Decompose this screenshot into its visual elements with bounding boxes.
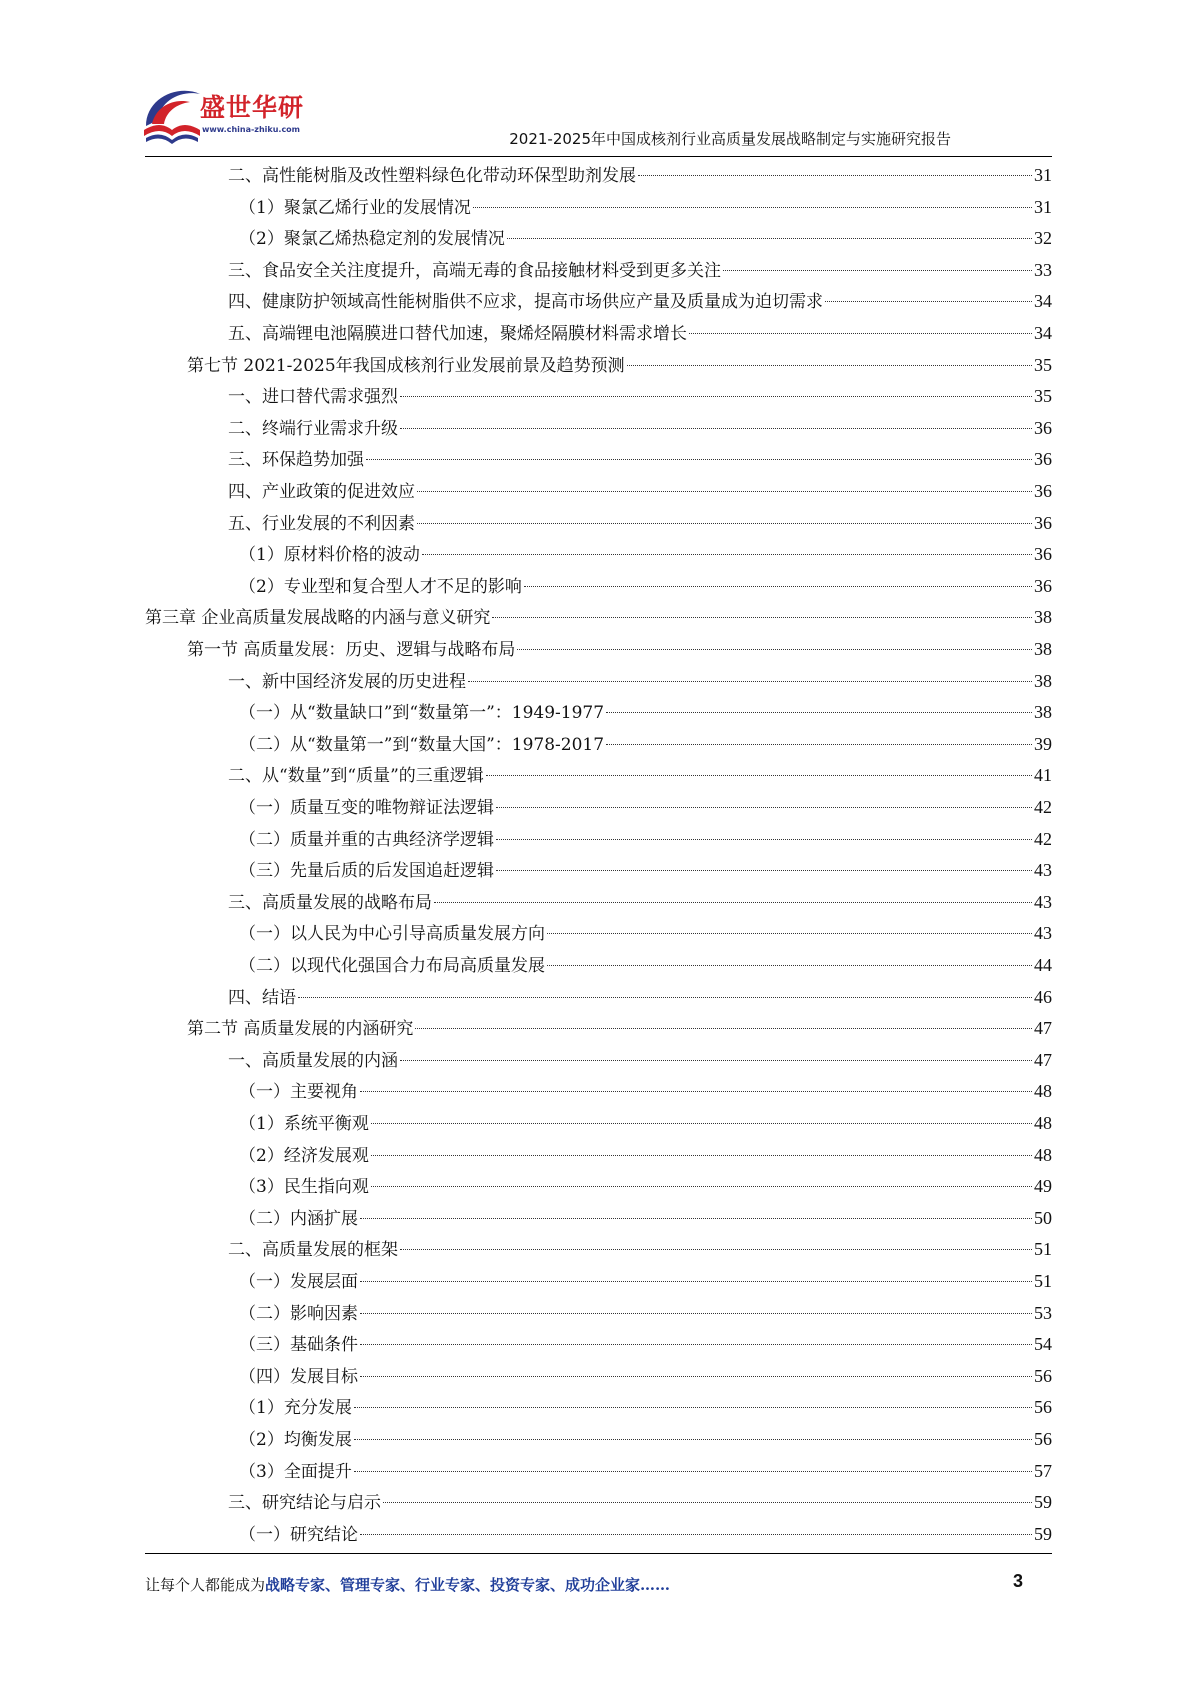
toc-leader-dots	[360, 1534, 1032, 1535]
toc-entry-page: 54	[1034, 1334, 1052, 1355]
toc-entry-page: 59	[1034, 1523, 1052, 1544]
toc-leader-dots	[400, 1060, 1032, 1061]
toc-entry-page: 48	[1034, 1144, 1052, 1165]
toc-entry-label: （四）发展目标	[239, 1366, 358, 1387]
toc-entry[interactable]	[239, 1361, 1052, 1392]
toc-entry[interactable]	[239, 918, 1052, 949]
toc-leader-dots	[723, 270, 1032, 271]
toc-entry-label: （一）从“数量缺口”到“数量第一”：1949-1977	[239, 703, 605, 724]
toc-entry[interactable]	[239, 1266, 1052, 1297]
toc-entry[interactable]	[239, 192, 1052, 223]
toc-leader-dots	[360, 1344, 1032, 1345]
toc-leader-dots	[547, 965, 1032, 966]
toc-entry-page: 38	[1034, 607, 1052, 628]
toc-entry[interactable]	[228, 982, 1052, 1013]
toc-entry-label: 一、高质量发展的内涵	[228, 1050, 398, 1071]
toc-entry-label: （一）研究结论	[239, 1524, 358, 1545]
toc-entry-label: （三）先量后质的后发国追赶逻辑	[239, 861, 494, 882]
toc-entry[interactable]	[228, 160, 1052, 191]
logo-emblem-icon	[138, 80, 208, 150]
toc-entry[interactable]	[228, 508, 1052, 539]
toc-entry[interactable]	[239, 950, 1052, 981]
toc-entry-label: 三、环保趋势加强	[228, 450, 364, 471]
toc-entry-page: 38	[1034, 702, 1052, 723]
toc-leader-dots	[627, 365, 1032, 366]
toc-entry-label: 一、新中国经济发展的历史进程	[228, 671, 466, 692]
toc-entry[interactable]	[228, 381, 1052, 412]
toc-entry[interactable]	[228, 1487, 1052, 1518]
toc-entry-page: 44	[1034, 955, 1052, 975]
toc-entry-page: 50	[1034, 1207, 1052, 1228]
toc-leader-dots	[496, 807, 1032, 808]
toc-leader-dots	[638, 175, 1032, 176]
toc-leader-dots	[417, 491, 1032, 492]
toc-entry-label: 第一节 高质量发展：历史、逻辑与战略布局	[187, 640, 516, 660]
toc-entry-page: 43	[1034, 923, 1052, 944]
toc-leader-dots	[400, 396, 1032, 397]
toc-leader-dots	[517, 649, 1032, 650]
toc-leader-dots	[400, 428, 1032, 429]
toc-entry-label: （二）内涵扩展	[239, 1208, 358, 1229]
toc-entry-page: 36	[1034, 481, 1052, 501]
footer-slogan	[145, 1574, 670, 1595]
footer-divider	[145, 1553, 1052, 1554]
toc-entry[interactable]	[239, 1329, 1052, 1360]
toc-entry-page: 31	[1034, 165, 1052, 185]
report-title: 2021-2025年中国成核剂行业高质量发展战略制定与实施研究报告	[509, 130, 951, 148]
toc-entry-label: （一）主要视角	[239, 1082, 358, 1103]
toc-entry-label: （一）质量互变的唯物辩证法逻辑	[239, 798, 494, 818]
toc-entry-label: 一、进口替代需求强烈	[228, 387, 398, 408]
toc-leader-dots	[417, 523, 1032, 524]
toc-leader-dots	[360, 1091, 1032, 1092]
toc-entry-label: （二）以现代化强国合力布局高质量发展	[239, 956, 545, 976]
toc-entry[interactable]	[239, 855, 1052, 886]
toc-leader-dots	[422, 554, 1032, 555]
toc-entry-page: 32	[1034, 228, 1052, 249]
toc-entry-page: 36	[1034, 544, 1052, 565]
toc-leader-dots	[366, 459, 1032, 460]
toc-entry-label: 第七节 2021-2025年我国成核剂行业发展前景及趋势预测	[187, 355, 625, 376]
toc-leader-dots	[547, 933, 1032, 934]
toc-entry-label: 四、产业政策的促进效应	[228, 482, 415, 502]
toc-entry-label: （3）民生指向观	[239, 1177, 369, 1198]
toc-entry-page: 49	[1034, 1176, 1052, 1197]
toc-entry[interactable]	[239, 1298, 1052, 1329]
toc-entry-page: 35	[1034, 386, 1052, 407]
toc-leader-dots	[689, 333, 1032, 334]
toc-entry[interactable]	[228, 286, 1052, 317]
logo-url: www.china-zhiku.com	[202, 125, 301, 134]
toc-entry-label: 五、行业发展的不利因素	[228, 513, 415, 534]
toc-entry-label: （2）经济发展观	[239, 1145, 369, 1166]
toc-leader-dots	[371, 1186, 1032, 1187]
toc-entry[interactable]	[239, 697, 1052, 728]
toc-entry[interactable]	[228, 887, 1052, 918]
toc-leader-dots	[507, 238, 1032, 239]
toc-entry-page: 36	[1034, 417, 1052, 438]
page-number: 3	[1012, 1571, 1023, 1591]
toc-entry[interactable]	[239, 1519, 1052, 1550]
toc-entry-label: 二、终端行业需求升级	[228, 418, 398, 439]
toc-entry[interactable]	[145, 602, 1052, 633]
toc-entry[interactable]	[228, 255, 1052, 286]
toc-entry-page: 47	[1034, 1049, 1052, 1070]
toc-leader-dots	[606, 744, 1032, 745]
toc-leader-dots	[606, 712, 1032, 713]
toc-entry-label: （二）从“数量第一”到“数量大国”：1978-2017	[239, 734, 605, 755]
toc-leader-dots	[400, 1249, 1032, 1250]
slogan-highlight: 战略专家、管理专家、行业专家、投资专家、成功企业家……	[265, 1576, 671, 1594]
toc-entry-page: 57	[1034, 1460, 1052, 1481]
slogan-prefix: 让每个人都能成为	[145, 1576, 266, 1594]
toc-leader-dots	[360, 1281, 1032, 1282]
toc-entry-page: 53	[1034, 1302, 1052, 1323]
toc-entry-label: （二）质量并重的古典经济学逻辑	[239, 829, 494, 850]
toc-entry-label: 二、高性能树脂及改性塑料绿色化带动环保型助剂发展	[228, 166, 636, 186]
toc-entry[interactable]	[239, 1108, 1052, 1139]
toc-entry-page: 43	[1034, 860, 1052, 881]
toc-entry-page: 31	[1034, 196, 1052, 217]
toc-entry-label: （2）聚氯乙烯热稳定剂的发展情况	[239, 229, 505, 250]
toc-leader-dots	[371, 1155, 1032, 1156]
toc-entry-label: 三、研究结论与启示	[228, 1493, 381, 1514]
toc-entry-label: （一）发展层面	[239, 1272, 358, 1292]
toc-entry-label: 第二节 高质量发展的内涵研究	[187, 1019, 414, 1040]
toc-entry-page: 42	[1034, 797, 1052, 817]
toc-entry-page: 59	[1034, 1492, 1052, 1513]
toc-entry[interactable]	[187, 1013, 1052, 1044]
toc-entry-label: 三、高质量发展的战略布局	[228, 892, 432, 913]
toc-leader-dots	[360, 1218, 1032, 1219]
toc-leader-dots	[371, 1123, 1032, 1124]
toc-entry-label: （2）均衡发展	[239, 1430, 352, 1450]
toc-leader-dots	[354, 1439, 1032, 1440]
toc-entry-page: 46	[1034, 986, 1052, 1007]
toc-entry-page: 56	[1034, 1365, 1052, 1386]
toc-entry-page: 34	[1034, 291, 1052, 312]
toc-entry-page: 56	[1034, 1429, 1052, 1449]
toc-entry[interactable]	[239, 729, 1052, 760]
toc-entry-label: 四、健康防护领域高性能树脂供不应求，提高市场供应产量及质量成为迫切需求	[228, 292, 823, 313]
toc-entry[interactable]	[239, 223, 1052, 254]
toc-entry-label: （二）影响因素	[239, 1303, 358, 1324]
toc-entry-page: 42	[1034, 828, 1052, 849]
toc-entry[interactable]	[239, 571, 1052, 602]
toc-entry[interactable]	[228, 666, 1052, 697]
toc-entry[interactable]	[239, 1140, 1052, 1171]
toc-entry-label: 五、高端锂电池隔膜进口替代加速，聚烯烃隔膜材料需求增长	[228, 324, 687, 344]
toc-entry[interactable]	[239, 824, 1052, 855]
toc-entry-label: （一）以人民为中心引导高质量发展方向	[239, 924, 545, 945]
toc-entry[interactable]	[239, 792, 1052, 823]
toc-entry-page: 43	[1034, 891, 1052, 912]
toc-entry-page: 39	[1034, 733, 1052, 754]
toc-leader-dots	[825, 301, 1032, 302]
company-logo	[138, 80, 328, 150]
toc-entry[interactable]	[187, 350, 1052, 381]
toc-leader-dots	[298, 997, 1032, 998]
toc-leader-dots	[360, 1376, 1032, 1377]
toc-entry-page: 36	[1034, 512, 1052, 533]
toc-leader-dots	[496, 870, 1032, 871]
toc-leader-dots	[468, 681, 1032, 682]
toc-leader-dots	[434, 902, 1032, 903]
toc-entry-page: 38	[1034, 639, 1052, 659]
toc-entry[interactable]	[228, 413, 1052, 444]
toc-leader-dots	[486, 775, 1032, 776]
toc-entry-label: （3）全面提升	[239, 1461, 352, 1482]
toc-leader-dots	[354, 1407, 1032, 1408]
toc-entry[interactable]	[187, 634, 1052, 665]
toc-entry-page: 36	[1034, 449, 1052, 470]
toc-leader-dots	[492, 617, 1032, 618]
toc-entry[interactable]	[228, 444, 1052, 475]
toc-entry-label: 四、结语	[228, 987, 296, 1008]
toc-entry-page: 36	[1034, 575, 1052, 596]
toc-entry-page: 51	[1034, 1239, 1052, 1260]
toc-entry-page: 47	[1034, 1018, 1052, 1039]
toc-entry[interactable]	[239, 1424, 1052, 1455]
toc-leader-dots	[415, 1028, 1032, 1029]
toc-entry-page: 56	[1034, 1397, 1052, 1418]
toc-entry-label: （1）聚氯乙烯行业的发展情况	[239, 197, 471, 218]
toc-entry[interactable]	[239, 1076, 1052, 1107]
toc-entry-page: 51	[1034, 1271, 1052, 1291]
toc-entry[interactable]	[239, 1392, 1052, 1423]
toc-entry-page: 48	[1034, 1113, 1052, 1133]
toc-entry-label: 二、从“数量”到“质量”的三重逻辑	[228, 766, 484, 787]
toc-entry-label: （1）系统平衡观	[239, 1114, 369, 1134]
toc-leader-dots	[360, 1313, 1032, 1314]
toc-entry[interactable]	[228, 318, 1052, 349]
toc-entry[interactable]	[239, 539, 1052, 570]
toc-leader-dots	[496, 839, 1032, 840]
page-header	[0, 0, 1191, 156]
toc-entry-page: 33	[1034, 259, 1052, 280]
toc-entry-label: 第三章 企业高质量发展战略的内涵与意义研究	[145, 608, 491, 629]
toc-entry[interactable]	[228, 760, 1052, 791]
toc-entry-page: 35	[1034, 354, 1052, 375]
toc-leader-dots	[524, 586, 1032, 587]
toc-entry-label: （1）充分发展	[239, 1398, 352, 1419]
toc-leader-dots	[383, 1502, 1032, 1503]
toc-entry-label: （三）基础条件	[239, 1335, 358, 1356]
toc-entry[interactable]	[228, 1234, 1052, 1265]
toc-entry-label: （2）专业型和复合型人才不足的影响	[239, 576, 522, 597]
toc-leader-dots	[473, 207, 1032, 208]
toc-entry-label: 二、高质量发展的框架	[228, 1240, 398, 1261]
toc-entry-page: 48	[1034, 1081, 1052, 1102]
toc-entry-label: 三、食品安全关注度提升，高端无毒的食品接触材料受到更多关注	[228, 260, 721, 281]
toc-entry[interactable]	[228, 1045, 1052, 1076]
toc-entry[interactable]	[228, 476, 1052, 507]
toc-entry-label: （1）原材料价格的波动	[239, 545, 420, 566]
toc-entry[interactable]	[239, 1203, 1052, 1234]
toc-entry[interactable]	[239, 1171, 1052, 1202]
toc-entry-page: 38	[1034, 670, 1052, 691]
toc-entry[interactable]	[239, 1456, 1052, 1487]
header-divider	[145, 156, 1052, 157]
toc-entry-page: 34	[1034, 323, 1052, 343]
toc-entry-page: 41	[1034, 765, 1052, 786]
toc-leader-dots	[354, 1471, 1032, 1472]
logo-name: 盛世华研	[200, 93, 305, 122]
